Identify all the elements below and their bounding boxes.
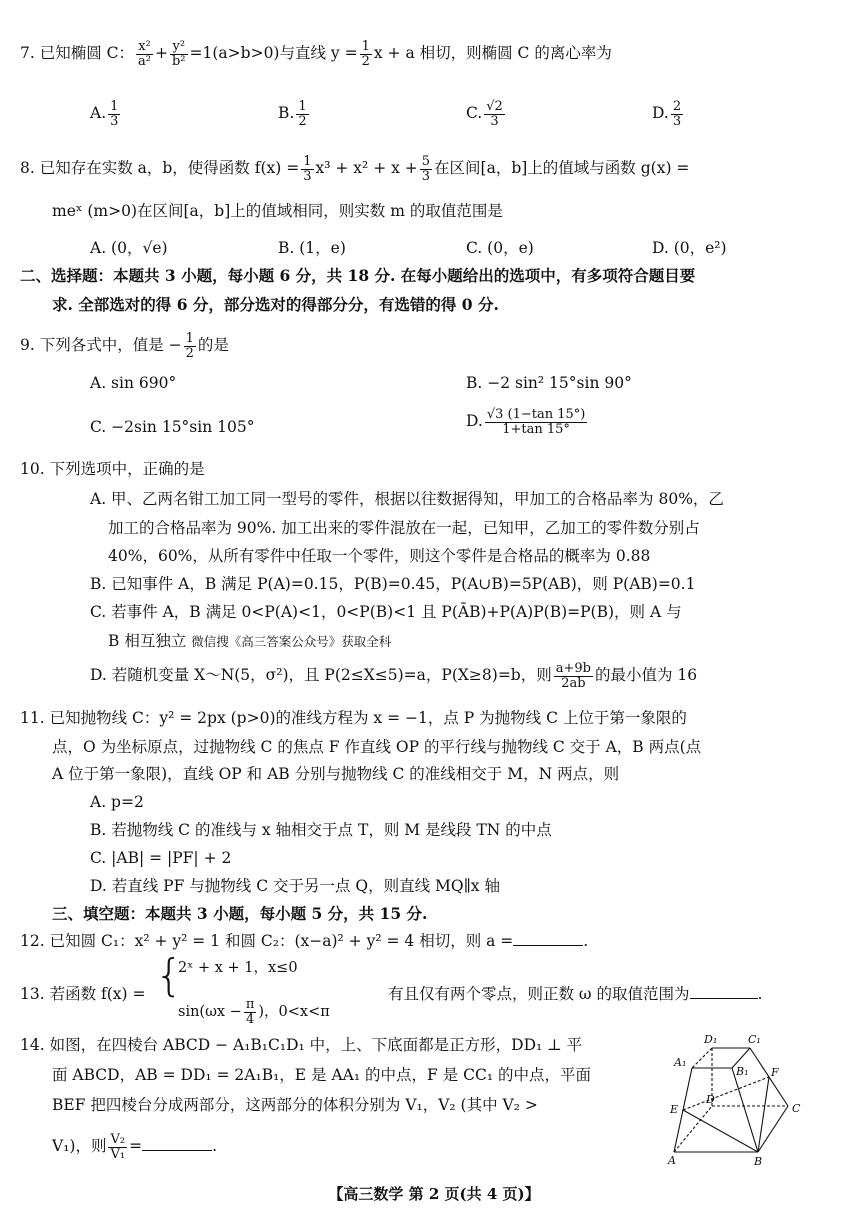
q12-text: 12. 已知圆 C₁：x² + y² = 1 和圆 C₂：(x−a)² + y² = 4 相切，则 a =	[20, 932, 514, 950]
q9-stem-b: 的是	[197, 336, 229, 355]
q9-frac	[184, 332, 196, 360]
label-d1: D₁	[704, 1033, 718, 1046]
q10-option-d-frac	[554, 662, 593, 690]
q12-answer-blank[interactable]	[513, 945, 583, 946]
q13-case-2-b: )，0<x<π	[258, 1004, 330, 1021]
q7-frac-3-num: 1	[361, 39, 370, 54]
q7-stem-b: =1(a>b>0)与直线 y =	[189, 44, 358, 63]
q13-stem-b-text: 有且仅有两个零点，则正数 ω 的取值范围为	[388, 985, 690, 1003]
label-c: C	[792, 1102, 801, 1115]
q10-option-d-b: 的最小值为 16	[594, 666, 698, 685]
q8-frac-2-num: 5	[421, 154, 431, 169]
q8-frac-2-den: 3	[421, 168, 431, 184]
q7-option-d-frac	[671, 100, 683, 128]
q7-option-b	[278, 100, 311, 128]
q7-option-a-num: 1	[110, 99, 119, 114]
q7-stem-c: x + a 相切，则椭圆 C 的离心率为	[373, 44, 612, 63]
q10-option-a-line2: 加工的合格品率为 90%. 加工出来的零件混放在一起，已知甲，乙加工的零件数分别占	[108, 519, 700, 537]
q11-option-a: A. p=2	[90, 793, 144, 811]
q9-option-d-num: √3 (1−tan 15°)	[486, 407, 586, 422]
q14-frac	[108, 1133, 127, 1161]
q7-option-b-frac	[296, 100, 308, 128]
watermark-note: 微信搜《高三答案公众号》获取全科	[191, 634, 392, 649]
q10-option-c-line2-text: B 相互独立	[108, 632, 187, 650]
q8-frac-1	[301, 155, 313, 183]
q9-option-d	[466, 408, 589, 436]
q7-frac-2-num: y²	[170, 40, 188, 55]
label-d: D	[706, 1093, 715, 1106]
q7-option-a-label: A.	[90, 104, 107, 123]
edge-d1a1	[692, 1048, 712, 1068]
q7-frac-1	[136, 40, 153, 68]
q7-option-c-label: C.	[466, 104, 483, 123]
q7-frac-3	[360, 40, 372, 68]
q8-stem-a: 8. 已知存在实数 a，b，使得函数 f(x) =	[20, 159, 300, 178]
q7-option-d-den: 3	[672, 113, 682, 129]
q14-l4a: V₁)，则	[52, 1137, 107, 1156]
q7-frac-3-den: 2	[361, 53, 370, 69]
q10-option-c-line1: C. 若事件 A，B 满足 0<P(A)<1，0<P(B)<1 且 P(ĀB)+P(A)P(B)=P(B)，则 A 与	[90, 603, 682, 621]
q7-option-b-num: 1	[298, 99, 307, 114]
q7-option-a-frac	[108, 100, 120, 128]
q7-option-b-label: B.	[278, 104, 295, 123]
q10-option-b: B. 已知事件 A，B 满足 P(A)=0.15，P(B)=0.45，P(A∪B)=5P(AB)，则 P(AB)=0.1	[90, 575, 696, 593]
label-f: F	[771, 1066, 779, 1079]
q13-stem-b	[388, 985, 762, 1004]
q14-stem-line4	[52, 1133, 217, 1161]
q11-stem-line2: 点，O 为坐标原点，过抛物线 C 的焦点 F 作直线 OP 的平行线与抛物线 C 交于 A，B 两点(点	[52, 738, 702, 756]
edge-bf	[758, 1077, 769, 1152]
q8-option-b: B. (1，e)	[278, 239, 346, 257]
q14-frac-num: V₂	[110, 1132, 126, 1147]
edge-ad	[674, 1106, 712, 1152]
q11-option-d: D. 若直线 PF 与抛物线 C 交于另一点 Q，则直线 MQ∥x 轴	[90, 877, 500, 895]
q10-stem: 10. 下列选项中，正确的是	[20, 460, 205, 478]
q7-stem	[20, 40, 612, 68]
q8-option-c: C. (0，e)	[466, 239, 534, 257]
label-a1: A₁	[674, 1056, 687, 1069]
q7-frac-1-num: x²	[136, 40, 153, 55]
label-e: E	[670, 1103, 679, 1116]
q7-option-c-den: 3	[490, 113, 499, 129]
q9-frac-den: 2	[185, 345, 194, 361]
q9-option-d-label: D.	[466, 412, 483, 431]
q8-option-a: A. (0，√e)	[90, 239, 168, 257]
q13-stem-a: 13. 若函数 f(x) =	[20, 985, 146, 1003]
q7-option-d-num: 2	[672, 99, 682, 114]
q11-option-c: C. |AB| = |PF| + 2	[90, 849, 232, 867]
q8-option-d: D. (0，e²)	[652, 239, 727, 257]
section-2-instructions: 求. 全部选对的得 6 分，部分选对的得部分分，有选错的得 0 分.	[52, 295, 499, 314]
q9-option-b: B. −2 sin² 15°sin 90°	[466, 374, 632, 392]
q13-case-2-num: π	[245, 997, 255, 1012]
q9-stem-a: 9. 下列各式中，值是 −	[20, 336, 182, 355]
q10-option-a-line1: A. 甲、乙两名钳工加工同一型号的零件，根据以往数据得知，甲加工的合格品率为 80%，乙	[90, 490, 724, 508]
q8-stem-c: 在区间[a，b]上的值域与函数 g(x) =	[434, 159, 690, 178]
q9-option-a: A. sin 690°	[90, 374, 177, 392]
edge-bc	[758, 1106, 788, 1152]
q8-stem-b: x³ + x² + x +	[315, 159, 418, 178]
q13-case-2	[178, 998, 330, 1026]
q12-stem	[20, 932, 588, 951]
q13-brace: {	[155, 950, 183, 1001]
q13-case-2-frac	[244, 998, 257, 1026]
q10-option-d	[90, 662, 697, 690]
q9-option-c: C. −2sin 15°sin 105°	[90, 418, 255, 436]
q7-option-a-den: 3	[110, 113, 119, 129]
q9-frac-num: 1	[185, 331, 194, 346]
q9-option-d-den: 1+tan 15°	[502, 421, 570, 437]
frustum-figure	[660, 1030, 810, 1170]
q7-option-d	[652, 100, 685, 128]
q7-option-a	[90, 100, 122, 128]
q13-case-2-a: sin(ωx −	[178, 1004, 242, 1021]
q10-option-d-num: a+9b	[555, 661, 591, 676]
q7-option-c-num: √2	[486, 99, 503, 114]
q13-answer-blank[interactable]	[690, 998, 758, 999]
q7-frac-2	[170, 40, 188, 68]
q7-frac-1-den: a²	[138, 53, 151, 69]
q10-option-a-line3: 40%，60%，从所有零件中任取一个零件，则这个零件是合格品的概率为 0.88	[108, 547, 651, 565]
q14-end: .	[212, 1137, 218, 1156]
label-b1: B₁	[736, 1065, 749, 1078]
label-c1: C₁	[748, 1033, 761, 1046]
q8-frac-1-den: 3	[303, 168, 312, 184]
q7-frac-2-den: b²	[171, 53, 186, 69]
q14-l4b: =	[129, 1137, 143, 1156]
q10-option-d-a: D. 若随机变量 X～N(5，σ²)，且 P(2≤X≤5)=a，P(X≥8)=b，则	[90, 666, 552, 685]
q11-option-b: B. 若抛物线 C 的准线与 x 轴相交于点 T，则 M 是线段 TN 的中点	[90, 821, 552, 839]
q7-option-c-frac	[484, 100, 505, 128]
q14-answer-blank[interactable]	[142, 1150, 212, 1151]
section-2-heading: 二、选择题：本题共 3 小题，每小题 6 分，共 18 分. 在每小题给出的选项中，有多项符合题目要	[20, 266, 696, 285]
q14-stem-line2: 面 ABCD，AB = DD₁ = 2A₁B₁，E 是 AA₁ 的中点，F 是 CC₁ 的中点，平面	[52, 1066, 591, 1084]
q14-frac-den: V₁	[110, 1146, 126, 1162]
q9-option-d-frac	[485, 408, 588, 436]
q7-option-d-label: D.	[652, 104, 669, 123]
q11-stem-line1: 11. 已知抛物线 C：y² = 2px (p>0)的准线方程为 x = −1，点 P 为抛物线 C 上位于第一象限的	[20, 709, 687, 727]
q12-end: .	[583, 932, 589, 950]
q8-stem-line2: meˣ (m>0)在区间[a，b]上的值域相同，则实数 m 的取值范围是	[52, 202, 503, 220]
q14-stem-line3: BEF 把四棱台分成两部分，这两部分的体积分别为 V₁，V₂ (其中 V₂ >	[52, 1096, 538, 1114]
section-3-heading: 三、填空题：本题共 3 小题，每小题 5 分，共 15 分.	[52, 904, 428, 923]
q13-case-1: 2ˣ + x + 1，x≤0	[178, 960, 298, 976]
q7-option-b-den: 2	[298, 113, 307, 129]
q8-frac-1-num: 1	[303, 154, 312, 169]
q10-option-d-den: 2ab	[561, 675, 586, 691]
page-footer: 【高三数学 第 2 页(共 4 页)】	[328, 1185, 540, 1203]
q11-stem-line3: A 位于第一象限)，直线 OP 和 AB 分别与抛物线 C 的准线相交于 M，N 两点，则	[52, 765, 620, 783]
q13-case-2-den: 4	[245, 1011, 255, 1027]
q13-end: .	[757, 985, 763, 1003]
q14-stem-line1: 14. 如图，在四棱台 ABCD − A₁B₁C₁D₁ 中，上、下底面都是正方形，DD₁ ⊥ 平	[20, 1036, 583, 1054]
q8-frac-2	[420, 155, 432, 183]
q10-option-c-line2	[108, 632, 391, 651]
q8-stem-line1	[20, 155, 689, 183]
label-b: B	[754, 1155, 763, 1168]
q9-stem	[20, 332, 229, 360]
q7-option-c	[466, 100, 507, 128]
q7-plus: +	[154, 44, 168, 63]
q7-stem-a: 7. 已知椭圆 C：	[20, 44, 135, 63]
label-a: A	[668, 1154, 676, 1167]
edge-ef	[683, 1077, 769, 1110]
